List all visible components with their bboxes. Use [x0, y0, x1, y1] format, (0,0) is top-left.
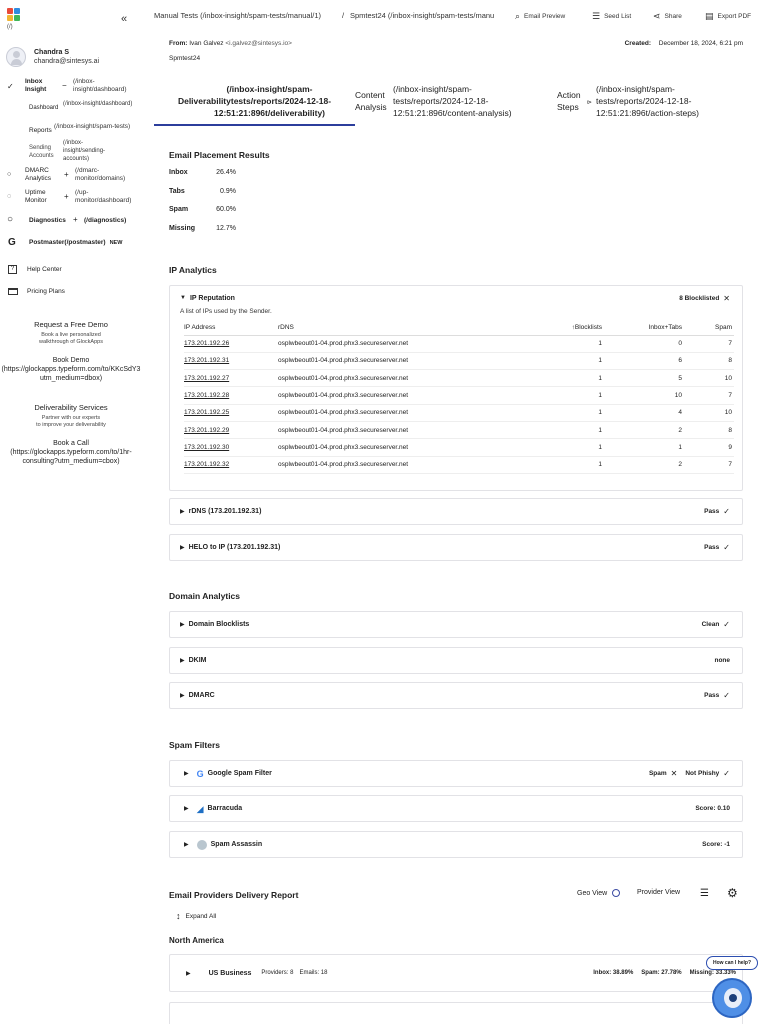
- check-icon: ✓: [723, 769, 730, 778]
- dmarc-label: DMARC: [188, 692, 215, 699]
- seed-list-label: Seed List: [604, 13, 632, 20]
- rdns-cell: osplwbeout01-04.prod.phx3.secureserver.net: [278, 404, 508, 421]
- tab-content-analysis-label[interactable]: [355, 89, 387, 113]
- inbox-cell: 5: [604, 370, 684, 387]
- caret-right-icon: ▶: [184, 771, 189, 777]
- check-icon: ✓: [723, 691, 730, 700]
- caret-right-icon: ▶: [180, 545, 185, 551]
- tab-deliverability-line3: 12:51:21:896t/deliverability): [213, 108, 326, 118]
- created-value: December 18, 2024, 6:21 pm: [658, 40, 743, 47]
- dmarc-status: [704, 683, 730, 708]
- us-business-emails: Emails: 18: [299, 970, 328, 976]
- helo-status: [704, 535, 730, 560]
- book-demo-link[interactable]: Book Demo: [52, 357, 90, 364]
- table-row: [184, 387, 734, 404]
- barracuda-toggle[interactable]: [184, 796, 242, 821]
- table-row: [184, 421, 734, 438]
- inbox-cell: 6: [604, 352, 684, 369]
- collapse-sidebar-button[interactable]: «: [121, 13, 128, 25]
- tab-deliverability-line2: Deliverabilitytests/reports/2024-12-18-: [177, 96, 332, 106]
- logo-square-yellow: [7, 15, 13, 21]
- caret-down-icon: ▼: [180, 295, 186, 301]
- domain-blocklists-label: Domain Blocklists: [188, 621, 250, 628]
- tab-active-underline: [154, 124, 355, 126]
- check-icon: ✓: [7, 82, 14, 91]
- table-row: [184, 352, 734, 369]
- sidebar-item-diagnostics[interactable]: Diagnostics: [29, 217, 66, 224]
- us-business-panel[interactable]: [169, 954, 743, 992]
- sidebar-item-inbox-insight-path: (/inbox-insight/dashboard): [73, 78, 127, 93]
- from-label: From:: [169, 40, 188, 47]
- logo-square-blue: [14, 8, 20, 14]
- sort-up-icon: ↑: [571, 323, 575, 331]
- services-sub1: Partner with our experts: [41, 415, 101, 421]
- ip-reputation-panel: [169, 285, 743, 491]
- minus-icon[interactable]: −: [62, 81, 67, 90]
- avatar: [6, 47, 26, 67]
- spam-filters-title: Spam Filters: [169, 740, 221, 750]
- google-phishy-status: Not Phishy: [685, 770, 720, 777]
- col-spam[interactable]: Spam: [684, 320, 734, 335]
- caret-right-icon: ▶: [184, 806, 189, 812]
- col-inbox[interactable]: Inbox+Tabs: [604, 320, 684, 335]
- dkim-label: DKIM: [188, 657, 207, 664]
- placement-value: 60.0%: [216, 206, 236, 213]
- table-row: [184, 404, 734, 421]
- sender-info: [169, 40, 292, 47]
- sidebar-item-pricing[interactable]: Pricing Plans: [27, 288, 65, 295]
- list-icon: ☰: [592, 11, 601, 21]
- rdns-cell: osplwbeout01-04.prod.phx3.secureserver.net: [278, 335, 508, 352]
- table-row: [184, 439, 734, 456]
- rdns-label: rDNS (173.201.192.31): [188, 508, 262, 515]
- us-business-providers: Providers: 8: [261, 970, 294, 976]
- ip-cell[interactable]: 173.201.192.29: [184, 421, 278, 438]
- tab-action-path1: (/inbox-insight/spam-: [596, 84, 675, 94]
- check-icon: ✓: [723, 620, 730, 629]
- rdns-cell: osplwbeout01-04.prod.phx3.secureserver.net: [278, 387, 508, 404]
- blocklists-cell: 1: [508, 335, 604, 352]
- dmarc-panel[interactable]: [169, 682, 743, 709]
- tab-action-path3: 12:51:21:896t/action-steps): [596, 108, 700, 118]
- table-row: [184, 456, 734, 473]
- ip-cell[interactable]: 173.201.192.28: [184, 387, 278, 404]
- inbox-cell: 10: [604, 387, 684, 404]
- services-cta: [0, 403, 142, 466]
- ip-cell[interactable]: 173.201.192.26: [184, 335, 278, 352]
- placement-results: [169, 169, 289, 243]
- dkim-toggle[interactable]: [180, 648, 207, 673]
- caret-right-icon: ▶: [180, 658, 185, 664]
- spam-assassin-label: Spam Assassin: [210, 841, 263, 848]
- domain-blocklists-toggle[interactable]: [180, 612, 249, 637]
- google-filter-panel[interactable]: [169, 760, 743, 787]
- barracuda-status: [695, 796, 730, 821]
- placement-label: Spam: [169, 206, 189, 213]
- user-email: chandra@sintesys.ai: [34, 58, 100, 65]
- next-region-panel: [169, 1002, 743, 1024]
- blocklists-cell: 1: [508, 370, 604, 387]
- rdns-toggle[interactable]: [180, 499, 261, 524]
- ip-reputation-desc: A list of IPs used by the Sender.: [180, 308, 272, 315]
- sidebar-item-postmaster[interactable]: [29, 239, 122, 247]
- us-business-toggle[interactable]: [186, 955, 327, 991]
- tab-deliverability-line1: (/inbox-insight/spam-: [226, 84, 313, 94]
- provider-view-label: Provider View: [637, 889, 681, 896]
- export-pdf-button[interactable]: [705, 11, 751, 22]
- dkim-status: [714, 648, 730, 673]
- col-blocklists[interactable]: [508, 320, 604, 335]
- tab-content-path3: 12:51:21:896t/content-analysis): [393, 108, 512, 118]
- google-filter-status: [649, 761, 730, 786]
- logo-square-red: [7, 8, 13, 14]
- created-label: Created:: [624, 40, 651, 47]
- rdns-panel[interactable]: [169, 498, 743, 525]
- chat-bubble[interactable]: How can I help?: [706, 956, 758, 970]
- glockapps-logo[interactable]: [7, 8, 27, 34]
- share-label: Share: [664, 13, 682, 20]
- postmaster-label: Postmaster(/postmaster): [29, 239, 106, 246]
- blocklists-cell: 1: [508, 456, 604, 473]
- breadcrumb-manual-tests[interactable]: Manual Tests (/inbox-insight/spam-tests/manual/1): [154, 11, 322, 20]
- spam-cell: 7: [684, 335, 734, 352]
- from-email: <i.galvez@sintesys.io>: [225, 40, 292, 47]
- helo-status-text: Pass: [704, 544, 720, 551]
- demo-sub1: Book a live personalized: [41, 332, 101, 338]
- sidebar-item-reports[interactable]: Reports: [29, 127, 52, 134]
- caret-right-icon: ▶: [180, 622, 185, 628]
- sidebar-item-inbox-insight[interactable]: Inbox Insight: [25, 78, 47, 93]
- provider-view-toggle[interactable]: [637, 889, 680, 896]
- domain-blocklists-status-text: Clean: [701, 621, 720, 628]
- spam-assassin-toggle[interactable]: [184, 832, 262, 857]
- sidebar-item-diagnostics-path: (/diagnostics): [84, 217, 127, 224]
- us-business-missing: Missing: 33.33%: [689, 970, 736, 976]
- placement-label: Tabs: [169, 187, 185, 195]
- spam-cell: 10: [684, 404, 734, 421]
- helo-toggle[interactable]: [180, 535, 280, 560]
- from-name: Ivan Galvez: [189, 40, 224, 47]
- share-icon: ⋖: [653, 11, 661, 21]
- blocklists-cell: 1: [508, 387, 604, 404]
- ip-analytics-title: IP Analytics: [169, 265, 217, 275]
- sidebar-item-sending-accounts-path: (/inbox-insight/sending-accounts): [63, 140, 106, 162]
- domain-blocklists-panel[interactable]: [169, 611, 743, 638]
- geo-view-radio[interactable]: [612, 889, 620, 897]
- logo-path: (/): [7, 24, 13, 30]
- inbox-cell: 2: [604, 421, 684, 438]
- us-business-spam: Spam: 27.78%: [641, 970, 682, 976]
- spam-cell: 7: [684, 456, 734, 473]
- blocklists-cell: 1: [508, 421, 604, 438]
- caret-right-icon: ▶: [186, 970, 191, 977]
- sidebar-item-dmarc[interactable]: DMARC Analytics: [25, 167, 52, 182]
- placement-value: 12.7%: [216, 224, 236, 232]
- ip-cell[interactable]: 173.201.192.32: [184, 456, 278, 473]
- dmarc-toggle[interactable]: [180, 683, 215, 708]
- plus-icon[interactable]: +: [73, 215, 78, 224]
- demo-cta: [0, 320, 142, 383]
- placement-label: Missing: [169, 224, 196, 232]
- rdns-status: [704, 499, 730, 524]
- card-icon: [8, 288, 18, 295]
- domain-blocklists-status: [702, 612, 730, 637]
- inbox-cell: 0: [604, 335, 684, 352]
- barracuda-panel[interactable]: [169, 795, 743, 822]
- col-blocklists-label: Blocklists: [574, 323, 602, 331]
- tab-action-line2: Steps: [557, 102, 579, 112]
- pdf-icon: ▤: [705, 11, 714, 21]
- placement-row-inbox: [169, 169, 289, 188]
- sidebar-item-reports-path: (/inbox-insight/spam-tests): [54, 123, 131, 130]
- preview-icon: ⌕: [515, 11, 521, 21]
- logo-square-green: [14, 15, 20, 21]
- plus-icon[interactable]: +: [64, 170, 69, 179]
- demo-sub2: walkthrough of GlockApps: [39, 339, 103, 345]
- inbox-cell: 2: [604, 456, 684, 473]
- col-ip[interactable]: IP Address: [184, 320, 278, 335]
- ip-reputation-label: IP Reputation: [189, 294, 235, 302]
- tab-content-line1: Content: [355, 90, 385, 100]
- sidebar-item-dashboard[interactable]: Dashboard: [29, 105, 59, 111]
- geo-view-toggle[interactable]: [577, 889, 620, 897]
- seed-list-button[interactable]: [592, 11, 631, 22]
- email-preview-button[interactable]: [515, 11, 565, 22]
- arrow-icon: ⊳: [587, 100, 593, 106]
- uptime-icon: ◌: [7, 193, 12, 200]
- plus-icon[interactable]: +: [64, 192, 69, 201]
- ip-cell[interactable]: 173.201.192.25: [184, 404, 278, 421]
- rdns-cell: osplwbeout01-04.prod.phx3.secureserver.net: [278, 439, 508, 456]
- google-filter-label: Google Spam Filter: [207, 770, 272, 777]
- breadcrumb-current[interactable]: Spmtest24 (/inbox-insight/spam-tests/manu: [350, 11, 495, 20]
- sidebar-item-help[interactable]: Help Center: [27, 266, 62, 273]
- x-icon: ✕: [670, 769, 678, 778]
- rdns-cell: osplwbeout01-04.prod.phx3.secureserver.net: [278, 352, 508, 369]
- check-icon: ✓: [723, 543, 730, 552]
- placement-row-tabs: [169, 188, 289, 207]
- placement-row-missing: [169, 225, 289, 244]
- sliders-icon[interactable]: ☰: [700, 888, 709, 899]
- sidebar-item-dashboard-path: (/inbox-insight/dashboard): [63, 101, 133, 107]
- table-row: [184, 335, 734, 352]
- tab-action-path2: tests/reports/2024-12-18-: [596, 96, 692, 106]
- spam-cell: 8: [684, 421, 734, 438]
- providers-title: Email Providers Delivery Report: [169, 890, 299, 900]
- barracuda-label: Barracuda: [207, 805, 243, 812]
- google-icon: G: [196, 768, 204, 779]
- new-badge: NEW: [109, 240, 123, 246]
- circle-icon: ○: [7, 171, 12, 178]
- google-filter-toggle[interactable]: [184, 761, 272, 786]
- caret-right-icon: ▶: [184, 842, 189, 848]
- email-subject: Spmtest24: [169, 55, 201, 62]
- placement-value: 0.9%: [220, 187, 236, 195]
- domain-analytics-title: Domain Analytics: [169, 591, 241, 601]
- sidebar: [0, 0, 140, 1024]
- help-icon: ?: [8, 265, 17, 274]
- sidebar-item-sending-accounts[interactable]: Sending Accounts: [29, 145, 54, 159]
- google-icon: G: [8, 237, 16, 248]
- caret-right-icon: ▶: [180, 693, 185, 699]
- blocklists-cell: 1: [508, 404, 604, 421]
- tab-deliverability[interactable]: [154, 83, 355, 119]
- blocklists-cell: 1: [508, 352, 604, 369]
- rdns-cell: osplwbeout01-04.prod.phx3.secureserver.net: [278, 421, 508, 438]
- book-demo-url[interactable]: (https://glockapps.typeform.com/to/KKcSdY3: [1, 366, 141, 373]
- breadcrumb: [154, 11, 760, 23]
- ip-cell[interactable]: 173.201.192.27: [184, 370, 278, 387]
- inbox-cell: 1: [604, 439, 684, 456]
- breadcrumb-separator: /: [342, 11, 345, 20]
- dkim-panel[interactable]: [169, 647, 743, 674]
- table-header-row: [184, 320, 734, 335]
- blocklisted-count: 8 Blocklisted: [679, 294, 720, 302]
- tab-content-line2: Analysis: [355, 102, 387, 112]
- helo-label: HELO to IP (173.201.192.31): [188, 544, 281, 551]
- user-profile[interactable]: [6, 47, 99, 67]
- placement-title: Email Placement Results: [169, 150, 270, 160]
- us-business-inbox: Inbox: 38.89%: [593, 970, 634, 976]
- spam-cell: 7: [684, 387, 734, 404]
- ip-reputation-status: [679, 286, 730, 310]
- book-call-url-2[interactable]: consulting?utm_medium=cbox): [22, 458, 120, 465]
- dmarc-status-text: Pass: [704, 692, 720, 699]
- sidebar-item-dmarc-path: (/dmarc-monitor/domains): [75, 167, 126, 182]
- tab-content-path2: tests/reports/2024-12-18-: [393, 96, 489, 106]
- expand-all-label: Expand All: [185, 912, 217, 920]
- region-title: North America: [169, 936, 224, 945]
- barracuda-icon: ◢: [196, 803, 204, 814]
- spam-cell: 9: [684, 439, 734, 456]
- ip-reputation-toggle[interactable]: [180, 286, 235, 310]
- spam-cell: 8: [684, 352, 734, 369]
- book-call-url[interactable]: (https://glockapps.typeform.com/to/1hr-: [10, 449, 132, 456]
- expand-icon: ↕: [176, 911, 181, 921]
- spam-assassin-score: Score: -1: [702, 841, 730, 848]
- helo-panel[interactable]: [169, 534, 743, 561]
- rdns-cell: osplwbeout01-04.prod.phx3.secureserver.net: [278, 456, 508, 473]
- us-business-label: US Business: [208, 969, 252, 977]
- inbox-cell: 4: [604, 404, 684, 421]
- col-rdns[interactable]: rDNS: [278, 320, 508, 335]
- placement-row-spam: [169, 206, 289, 225]
- sidebar-item-uptime-path: (/up-monitor/dashboard): [75, 189, 132, 204]
- tab-action-line1: Action: [557, 90, 581, 100]
- tab-content-path1: (/inbox-insight/spam-: [393, 84, 472, 94]
- placement-label: Inbox: [169, 169, 188, 176]
- tab-action-steps-label[interactable]: [557, 89, 581, 113]
- check-icon: ✓: [723, 507, 730, 516]
- ip-cell[interactable]: 173.201.192.31: [184, 352, 278, 369]
- expand-all-button[interactable]: [176, 911, 216, 921]
- tab-action-steps[interactable]: [596, 83, 699, 119]
- chat-avatar-icon[interactable]: [712, 978, 752, 1018]
- google-spam-status: Spam: [648, 770, 667, 777]
- table-row: [184, 370, 734, 387]
- share-button[interactable]: [653, 11, 682, 22]
- services-sub2: to improve your deliverability: [36, 422, 106, 428]
- spam-assassin-status: [702, 832, 730, 857]
- spam-assassin-panel[interactable]: [169, 831, 743, 858]
- gear-icon[interactable]: ⚙: [727, 886, 738, 900]
- geo-view-label: Geo View: [577, 889, 608, 897]
- email-preview-label: Email Preview: [524, 13, 566, 20]
- user-name: Chandra S: [34, 49, 70, 56]
- services-title: Deliverability Services: [34, 403, 108, 412]
- ip-cell[interactable]: 173.201.192.30: [184, 439, 278, 456]
- barracuda-score: Score: 0.10: [695, 805, 730, 812]
- dkim-status-text: none: [714, 657, 730, 664]
- demo-title: Request a Free Demo: [34, 320, 108, 329]
- ip-table: [184, 320, 734, 474]
- rdns-cell: osplwbeout01-04.prod.phx3.secureserver.net: [278, 370, 508, 387]
- spam-assassin-icon: [197, 840, 207, 850]
- blocklists-cell: 1: [508, 439, 604, 456]
- placement-value: 26.4%: [216, 169, 236, 176]
- rdns-status-text: Pass: [704, 508, 720, 515]
- diagnostics-icon: ○: [7, 214, 14, 225]
- x-icon: ✕: [723, 293, 730, 303]
- export-pdf-label: Export PDF: [717, 13, 752, 20]
- tab-content-analysis[interactable]: [393, 83, 512, 119]
- book-call-link[interactable]: Book a Call: [53, 440, 89, 447]
- caret-right-icon: ▶: [180, 509, 185, 515]
- book-demo-url-2[interactable]: utm_medium=dbox): [39, 375, 103, 382]
- spam-cell: 10: [684, 370, 734, 387]
- sidebar-item-uptime[interactable]: Uptime Monitor: [25, 189, 47, 204]
- created-info: [625, 40, 743, 47]
